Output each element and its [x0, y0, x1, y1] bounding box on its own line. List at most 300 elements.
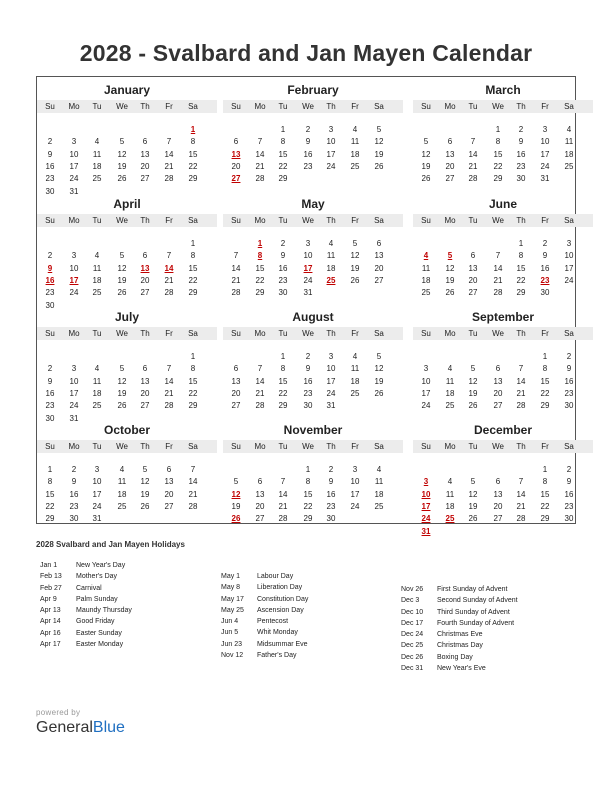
- calendar-day: 5: [233, 477, 239, 487]
- calendar-day: 23: [326, 501, 336, 511]
- calendar-day: 17: [326, 376, 336, 386]
- calendar-day: 21: [516, 501, 526, 511]
- calendar-day: 9: [566, 477, 572, 487]
- holiday-day: 31: [421, 526, 431, 536]
- calendar-day: 8: [495, 137, 501, 147]
- weekday-label: Th: [516, 329, 526, 338]
- calendar-day: 5: [142, 465, 148, 474]
- calendar-day: 4: [94, 251, 100, 261]
- calendar-day: 14: [255, 149, 265, 159]
- calendar-day: 21: [255, 161, 265, 171]
- weekday-header: [37, 440, 217, 453]
- calendar-day: 7: [233, 251, 239, 261]
- calendar-day: 3: [94, 465, 100, 474]
- calendar-day: 4: [328, 239, 334, 248]
- weekday-label: Sa: [188, 102, 198, 111]
- calendar-day: 30: [303, 401, 313, 411]
- holiday-name: Constitution Day: [257, 595, 309, 603]
- calendar-day: 20: [140, 161, 150, 171]
- weekday-header: [37, 327, 217, 340]
- calendar-day: 16: [303, 149, 313, 159]
- calendar-day: 29: [278, 401, 288, 411]
- calendar-day: 23: [564, 501, 574, 511]
- holiday-name: Liberation Day: [257, 584, 303, 592]
- calendar-day: 19: [468, 501, 478, 511]
- calendar-day: 9: [566, 364, 572, 374]
- calendar-day: 21: [164, 161, 174, 171]
- calendar-day: 18: [92, 161, 102, 171]
- calendar-day: 14: [164, 149, 174, 159]
- calendar-day: 29: [255, 288, 265, 298]
- calendar-day: 7: [470, 137, 476, 147]
- calendar-day: 4: [94, 364, 100, 374]
- calendar-day: 12: [117, 149, 127, 159]
- calendar-day: 6: [495, 477, 501, 487]
- calendar-day: 22: [493, 161, 503, 171]
- calendar-day: 27: [140, 174, 150, 184]
- calendar-day: 1: [305, 465, 311, 474]
- calendar-day: 7: [518, 364, 524, 374]
- calendar-day: 18: [374, 489, 384, 499]
- weekday-label: Th: [140, 102, 150, 111]
- holiday-date: May 17: [221, 595, 244, 603]
- weekday-label: Su: [231, 442, 241, 451]
- weekday-label: Sa: [374, 216, 384, 225]
- calendar-day: 14: [231, 263, 241, 273]
- calendar-day: 20: [374, 263, 384, 273]
- month-name: October: [103, 423, 150, 437]
- holiday-day: 9: [47, 263, 53, 273]
- holiday-name: Good Friday: [76, 618, 115, 626]
- calendar-day: 3: [71, 364, 77, 374]
- calendar-day: 16: [564, 376, 574, 386]
- calendar-day: 24: [540, 161, 550, 171]
- weekday-label: Fr: [165, 216, 173, 225]
- calendar-day: 4: [566, 125, 572, 134]
- weekday-label: Tu: [92, 216, 102, 225]
- calendar-day: 20: [231, 388, 241, 398]
- generalblue-logo[interactable]: [36, 719, 125, 737]
- calendar-day: 28: [188, 501, 198, 511]
- calendar-day: 20: [493, 501, 503, 511]
- weekday-label: We: [492, 442, 504, 451]
- calendar-day: 26: [421, 174, 431, 184]
- calendar-day: 7: [257, 364, 263, 374]
- holiday-date: Dec 10: [401, 608, 424, 616]
- weekday-label: Su: [421, 329, 431, 338]
- calendar-day: 18: [117, 489, 127, 499]
- calendar-day: 22: [45, 501, 55, 511]
- calendar-day: 25: [92, 174, 102, 184]
- calendar-day: 19: [231, 501, 241, 511]
- calendar-day: 31: [69, 186, 79, 196]
- calendar-day: 16: [278, 263, 288, 273]
- holiday-day: 1: [257, 239, 263, 248]
- weekday-label: Sa: [564, 216, 574, 225]
- weekday-label: Fr: [541, 442, 549, 451]
- calendar-day: 2: [47, 251, 53, 261]
- holiday-name: Fourth Sunday of Advent: [437, 619, 515, 627]
- weekday-label: Mo: [68, 442, 80, 451]
- calendar-day: 8: [280, 137, 286, 147]
- calendar-day: 6: [376, 239, 382, 248]
- calendar-day: 22: [188, 275, 198, 285]
- holiday-date: Dec 26: [401, 653, 424, 661]
- holiday-name: Easter Monday: [76, 641, 124, 649]
- calendar-grid: [36, 76, 576, 536]
- holiday-name: Easter Sunday: [76, 629, 122, 637]
- calendar-day: 24: [326, 161, 336, 171]
- calendar-day: 19: [468, 388, 478, 398]
- holiday-date: Nov 12: [221, 652, 244, 660]
- weekday-label: Th: [516, 102, 526, 111]
- month-november: [223, 417, 403, 529]
- calendar-day: 20: [164, 489, 174, 499]
- calendar-day: 7: [166, 137, 172, 147]
- weekday-label: Tu: [92, 102, 102, 111]
- calendar-day: 22: [540, 388, 550, 398]
- weekday-label: Mo: [68, 102, 80, 111]
- calendar-day: 25: [421, 288, 431, 298]
- weekday-label: Tu: [92, 329, 102, 338]
- calendar-day: 17: [421, 388, 431, 398]
- calendar-day: 9: [542, 251, 548, 261]
- holiday-name: Third Sunday of Advent: [437, 608, 510, 616]
- calendar-day: 7: [166, 251, 172, 261]
- weekday-label: We: [492, 329, 504, 338]
- calendar-day: 30: [564, 514, 574, 524]
- holiday-name: Carnival: [76, 584, 102, 592]
- weekday-label: Su: [421, 216, 431, 225]
- month-name: July: [114, 310, 139, 324]
- calendar-day: 30: [45, 186, 55, 196]
- calendar-day: 25: [564, 161, 574, 171]
- calendar-day: 8: [518, 251, 524, 261]
- calendar-day: 29: [188, 288, 198, 298]
- calendar-day: 24: [421, 401, 431, 411]
- holiday-day: 25: [445, 514, 455, 524]
- calendar-day: 16: [69, 489, 79, 499]
- weekday-header: [413, 440, 593, 453]
- calendar-day: 26: [117, 288, 127, 298]
- month-name: March: [485, 83, 521, 97]
- calendar-day: 28: [468, 174, 478, 184]
- holiday-date: Nov 26: [401, 586, 424, 593]
- calendar-day: 16: [516, 149, 526, 159]
- calendar-day: 24: [350, 501, 360, 511]
- holiday-date: Apr 17: [40, 641, 61, 649]
- holiday-name: Christmas Eve: [437, 631, 483, 639]
- holiday-day: 13: [231, 149, 241, 159]
- holiday-date: Apr 16: [40, 629, 61, 637]
- holiday-day: 24: [421, 514, 431, 524]
- weekday-label: Mo: [444, 216, 456, 225]
- calendar-day: 6: [470, 251, 476, 261]
- month-name: December: [473, 423, 533, 437]
- weekday-label: Sa: [374, 442, 384, 451]
- calendar-day: 14: [188, 477, 198, 487]
- weekday-label: Fr: [541, 329, 549, 338]
- calendar-day: 12: [140, 477, 150, 487]
- calendar-day: 18: [445, 501, 455, 511]
- weekday-label: Su: [45, 216, 55, 225]
- calendar-day: 7: [190, 465, 196, 474]
- calendar-day: 23: [45, 401, 55, 411]
- weekday-label: Th: [326, 216, 336, 225]
- calendar-day: 29: [303, 514, 313, 524]
- calendar-day: 10: [69, 263, 79, 273]
- calendar-day: 9: [328, 477, 334, 487]
- calendar-day: 23: [45, 288, 55, 298]
- calendar-day: 28: [164, 288, 174, 298]
- calendar-day: 27: [493, 514, 503, 524]
- calendar-day: 14: [468, 149, 478, 159]
- weekday-header: [37, 100, 217, 113]
- calendar-day: 13: [493, 376, 503, 386]
- calendar-day: 10: [92, 477, 102, 487]
- holiday-name: Maundy Thursday: [76, 607, 132, 615]
- calendar-day: 30: [278, 288, 288, 298]
- calendar-day: 3: [423, 364, 429, 374]
- calendar-day: 28: [516, 401, 526, 411]
- calendar-day: 3: [71, 251, 77, 261]
- weekday-label: Mo: [254, 102, 266, 111]
- weekday-label: Th: [326, 102, 336, 111]
- calendar-day: 16: [45, 388, 55, 398]
- weekday-label: Sa: [564, 102, 574, 111]
- calendar-day: 8: [280, 364, 286, 374]
- holiday-name: Pentecost: [257, 618, 289, 626]
- calendar-day: 31: [303, 288, 313, 298]
- holiday-date: Dec 31: [401, 665, 424, 673]
- calendar-day: 12: [350, 251, 360, 261]
- calendar-day: 1: [542, 465, 548, 474]
- holiday-day: 17: [303, 263, 313, 273]
- month-name: September: [471, 310, 535, 324]
- calendar-day: 6: [142, 137, 148, 147]
- weekday-label: We: [116, 329, 128, 338]
- calendar-day: 25: [117, 501, 127, 511]
- weekday-header: [413, 327, 593, 340]
- weekday-label: Th: [326, 442, 336, 451]
- weekday-label: We: [116, 216, 128, 225]
- calendar-day: 9: [305, 364, 311, 374]
- calendar-day: 18: [350, 149, 360, 159]
- calendar-day: 30: [540, 288, 550, 298]
- calendar-day: 4: [447, 477, 453, 487]
- calendar-day: 27: [374, 275, 384, 285]
- calendar-day: 18: [445, 388, 455, 398]
- weekday-header: [413, 100, 593, 113]
- weekday-label: Tu: [278, 329, 288, 338]
- weekday-header: [223, 440, 403, 453]
- calendar-day: 21: [278, 501, 288, 511]
- holiday-day: 25: [326, 275, 336, 285]
- calendar-day: 29: [540, 514, 550, 524]
- weekday-label: Su: [231, 216, 241, 225]
- calendar-day: 3: [352, 465, 358, 474]
- calendar-day: 11: [421, 263, 431, 273]
- weekday-label: Th: [516, 442, 526, 451]
- month-name: November: [283, 423, 343, 437]
- calendar-day: 29: [188, 174, 198, 184]
- calendar-day: 4: [352, 125, 358, 134]
- weekday-label: Th: [140, 442, 150, 451]
- calendar-day: 6: [142, 364, 148, 374]
- calendar-day: 13: [493, 489, 503, 499]
- calendar-day: 1: [47, 465, 53, 474]
- calendar-day: 27: [140, 288, 150, 298]
- calendar-day: 2: [566, 465, 572, 474]
- calendar-day: 8: [47, 477, 53, 487]
- calendar-day: 17: [564, 263, 574, 273]
- calendar-day: 10: [69, 376, 79, 386]
- calendar-day: 14: [516, 376, 526, 386]
- calendar-day: 18: [92, 388, 102, 398]
- weekday-label: We: [492, 216, 504, 225]
- calendar-day: 23: [278, 275, 288, 285]
- calendar-day: 10: [326, 364, 336, 374]
- month-name: May: [301, 197, 325, 211]
- month-september: [413, 304, 593, 416]
- calendar-day: 24: [69, 288, 79, 298]
- calendar-day: 15: [188, 149, 198, 159]
- calendar-day: 29: [540, 401, 550, 411]
- calendar-day: 7: [257, 137, 263, 147]
- calendar-day: 24: [303, 275, 313, 285]
- weekday-header: [223, 100, 403, 113]
- weekday-label: Mo: [68, 329, 80, 338]
- holiday-name: Boxing Day: [437, 653, 473, 661]
- calendar-day: 11: [117, 477, 127, 487]
- weekday-label: Su: [231, 102, 241, 111]
- weekday-label: Mo: [444, 102, 456, 111]
- calendar-day: 12: [117, 376, 127, 386]
- calendar-day: 2: [47, 364, 53, 374]
- calendar-day: 19: [350, 263, 360, 273]
- calendar-day: 17: [69, 161, 79, 171]
- brand-general: General: [36, 719, 93, 736]
- holiday-date: May 1: [221, 573, 241, 580]
- holiday-day: 8: [257, 251, 263, 261]
- month-october: [37, 417, 217, 529]
- holiday-date: Apr 13: [40, 607, 61, 615]
- calendar-day: 22: [278, 161, 288, 171]
- calendar-day: 2: [47, 137, 53, 147]
- month-name: June: [488, 197, 517, 211]
- calendar-day: 25: [350, 388, 360, 398]
- calendar-day: 23: [516, 161, 526, 171]
- calendar-day: 4: [352, 352, 358, 361]
- calendar-day: 11: [92, 263, 102, 273]
- calendar-day: 11: [326, 251, 336, 261]
- calendar-day: 5: [352, 239, 358, 248]
- calendar-day: 8: [190, 364, 196, 374]
- calendar-day: 11: [92, 376, 102, 386]
- calendar-day: 10: [564, 251, 574, 261]
- calendar-day: 10: [540, 137, 550, 147]
- holiday-name: Palm Sunday: [76, 595, 118, 603]
- calendar-day: 10: [421, 376, 431, 386]
- calendar-day: 12: [445, 263, 455, 273]
- calendar-day: 27: [140, 401, 150, 411]
- calendar-day: 13: [140, 376, 150, 386]
- calendar-day: 23: [45, 174, 55, 184]
- calendar-day: 31: [540, 174, 550, 184]
- calendar-day: 17: [92, 489, 102, 499]
- holiday-name: Second Sunday of Advent: [437, 597, 518, 605]
- calendar-day: 2: [280, 239, 286, 248]
- month-december: [413, 417, 593, 536]
- holiday-date: Dec 17: [401, 619, 424, 627]
- calendar-day: 5: [376, 125, 382, 134]
- calendar-day: 21: [493, 275, 503, 285]
- calendar-day: 29: [188, 401, 198, 411]
- calendar-day: 5: [470, 477, 476, 487]
- calendar-day: 6: [495, 364, 501, 374]
- calendar-day: 20: [445, 161, 455, 171]
- calendar-day: 17: [69, 388, 79, 398]
- calendar-day: 5: [119, 364, 125, 374]
- calendar-day: 18: [564, 149, 574, 159]
- month-name: January: [103, 83, 151, 97]
- month-april: [37, 191, 217, 310]
- calendar-day: 26: [117, 174, 127, 184]
- holiday-name: First Sunday of Advent: [437, 586, 508, 593]
- calendar-day: 1: [518, 239, 524, 248]
- calendar-day: 26: [140, 501, 150, 511]
- calendar-day: 6: [233, 137, 239, 147]
- calendar-day: 15: [255, 263, 265, 273]
- calendar-day: 4: [94, 137, 100, 147]
- calendar-day: 20: [493, 388, 503, 398]
- weekday-label: Th: [326, 329, 336, 338]
- calendar-day: 28: [164, 174, 174, 184]
- calendar-day: 30: [564, 401, 574, 411]
- calendar-day: 24: [92, 501, 102, 511]
- calendar-day: 8: [190, 251, 196, 261]
- calendar-day: 28: [516, 514, 526, 524]
- holiday-name: New Year's Day: [76, 562, 126, 569]
- weekday-label: Sa: [564, 442, 574, 451]
- calendar-day: 8: [542, 477, 548, 487]
- weekday-label: Tu: [278, 442, 288, 451]
- calendar-day: 3: [542, 125, 548, 134]
- calendar-day: 6: [233, 364, 239, 374]
- calendar-day: 10: [303, 251, 313, 261]
- weekday-label: Mo: [68, 216, 80, 225]
- calendar-day: 15: [45, 489, 55, 499]
- calendar-day: 16: [564, 489, 574, 499]
- calendar-day: 29: [516, 288, 526, 298]
- calendar-day: 26: [445, 288, 455, 298]
- holiday-date: May 8: [221, 584, 241, 592]
- calendar-day: 11: [374, 477, 384, 487]
- calendar-day: 20: [468, 275, 478, 285]
- weekday-label: Su: [45, 442, 55, 451]
- calendar-day: 11: [445, 489, 455, 499]
- calendar-day: 9: [47, 149, 53, 159]
- calendar-day: 9: [305, 137, 311, 147]
- weekday-label: Tu: [468, 102, 478, 111]
- calendar-day: 14: [278, 489, 288, 499]
- weekday-label: We: [116, 102, 128, 111]
- calendar-day: 19: [445, 275, 455, 285]
- calendar-day: 19: [374, 149, 384, 159]
- weekday-label: Sa: [188, 329, 198, 338]
- calendar-day: 11: [350, 137, 360, 147]
- weekday-label: Tu: [278, 102, 288, 111]
